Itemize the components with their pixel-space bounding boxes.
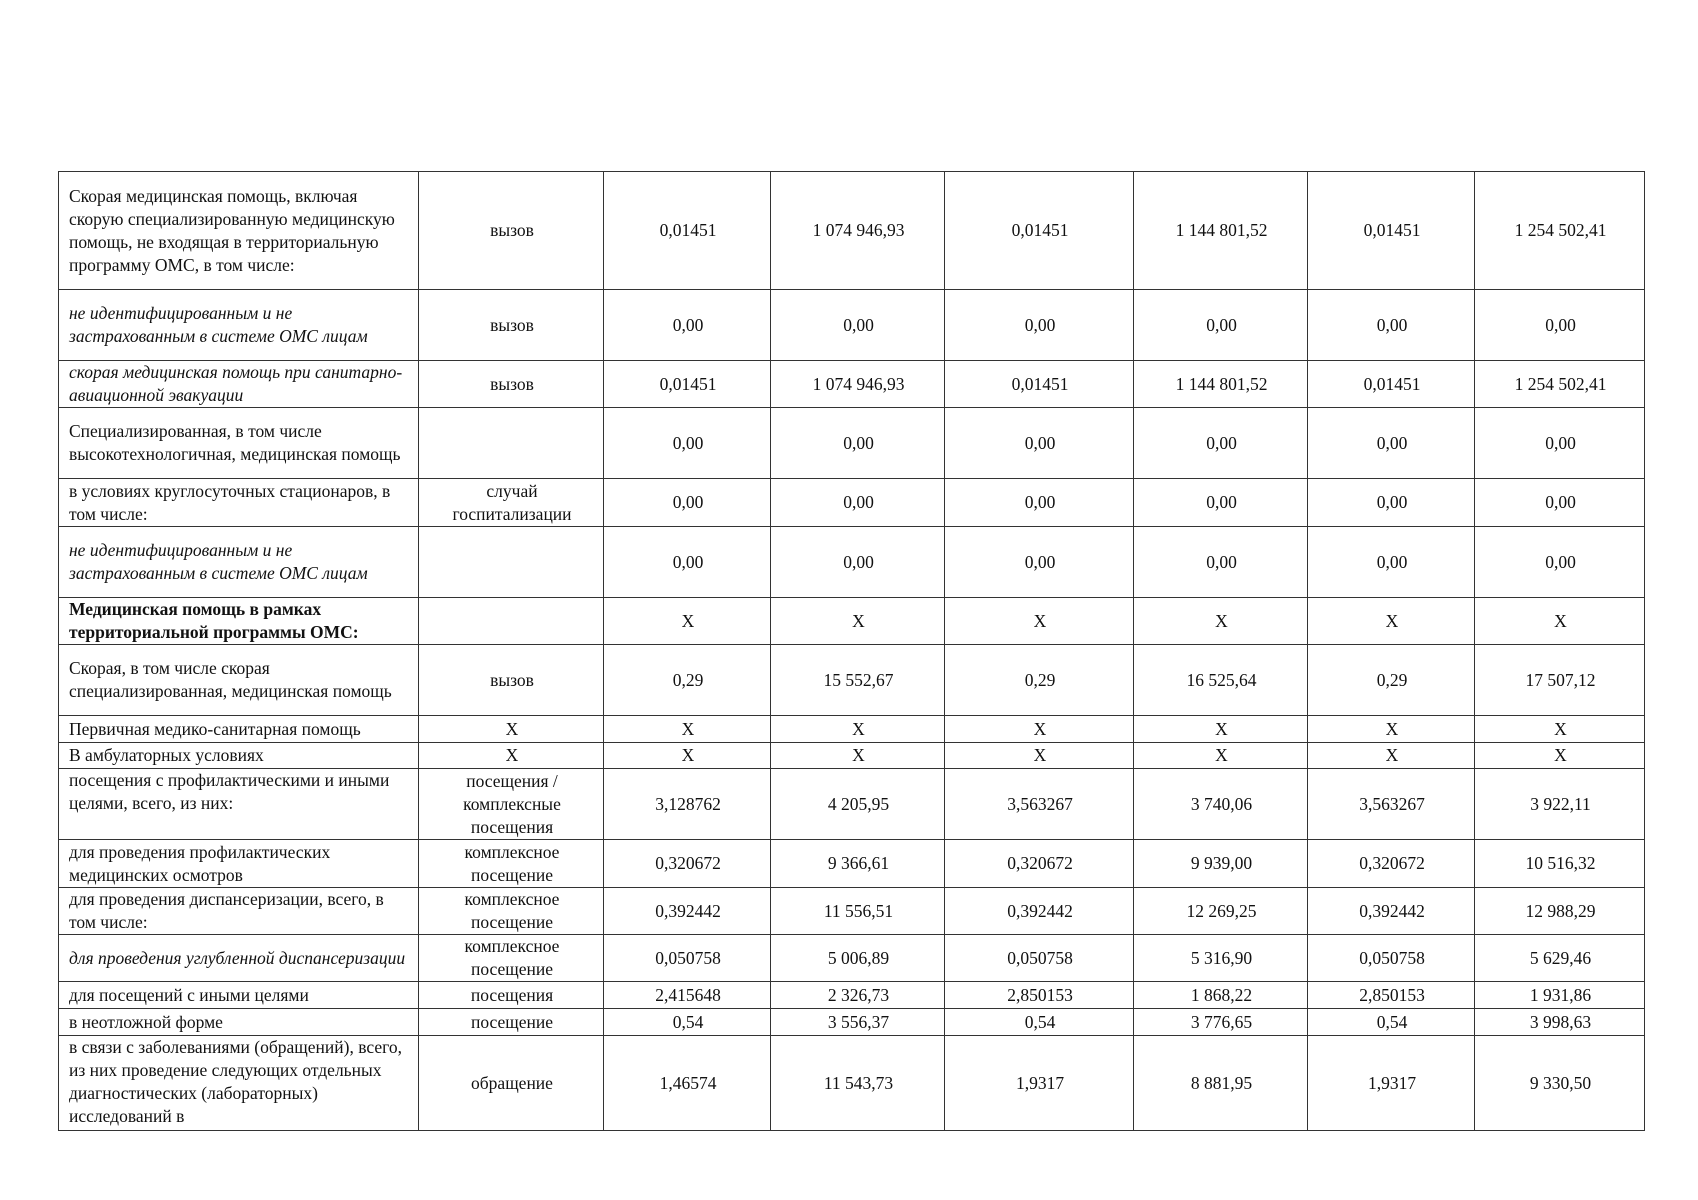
table-row xyxy=(59,361,1645,408)
table-row xyxy=(59,888,1645,935)
row-label: Скорая, в том числе скорая специализированная, медицинская помощь xyxy=(59,645,419,716)
value-cell: 12 988,29 xyxy=(1475,888,1645,935)
row-label: Первичная медико-санитарная помощь xyxy=(59,716,419,743)
table-row xyxy=(59,743,1645,769)
value-cell: 0,01451 xyxy=(604,172,771,290)
row-unit: посещения / комплексные посещения xyxy=(419,769,604,840)
value-cell: Х xyxy=(1134,716,1308,743)
row-unit: комплексное посещение xyxy=(419,840,604,888)
value-cell: 0,54 xyxy=(1308,1009,1475,1036)
value-cell: 0,00 xyxy=(1134,408,1308,479)
value-cell: 9 366,61 xyxy=(771,840,945,888)
row-label: для посещений с иными целями xyxy=(59,982,419,1009)
table-row xyxy=(59,1009,1645,1036)
value-cell: 0,00 xyxy=(1308,290,1475,361)
value-cell: Х xyxy=(1308,716,1475,743)
row-label: Специализированная, в том числе высокотехнологичная, медицинская помощь xyxy=(59,408,419,479)
value-cell: 3 556,37 xyxy=(771,1009,945,1036)
value-cell: 0,00 xyxy=(1308,479,1475,527)
row-label: для проведения диспансеризации, всего, в том числе: xyxy=(59,888,419,935)
value-cell: 0,00 xyxy=(604,479,771,527)
value-cell: 3 740,06 xyxy=(1134,769,1308,840)
row-unit: комплексное посещение xyxy=(419,935,604,982)
table-row xyxy=(59,290,1645,361)
value-cell: 0,01451 xyxy=(1308,361,1475,408)
value-cell: 0,00 xyxy=(1475,290,1645,361)
value-cell: 10 516,32 xyxy=(1475,840,1645,888)
value-cell: Х xyxy=(771,598,945,645)
value-cell: 0,00 xyxy=(604,290,771,361)
value-cell: 1 144 801,52 xyxy=(1134,172,1308,290)
row-label: для проведения углубленной диспансеризации xyxy=(59,935,419,982)
value-cell: 3 776,65 xyxy=(1134,1009,1308,1036)
table-row xyxy=(59,769,1645,840)
value-cell: 3,563267 xyxy=(1308,769,1475,840)
row-label: в неотложной форме xyxy=(59,1009,419,1036)
value-cell: 0,00 xyxy=(1475,479,1645,527)
row-label: В амбулаторных условиях xyxy=(59,743,419,769)
row-unit: обращение xyxy=(419,1036,604,1131)
value-cell: 0,01451 xyxy=(945,172,1134,290)
value-cell: Х xyxy=(771,743,945,769)
value-cell: 8 881,95 xyxy=(1134,1036,1308,1131)
row-unit: случай госпитализации xyxy=(419,479,604,527)
value-cell: 1,46574 xyxy=(604,1036,771,1131)
value-cell: 12 269,25 xyxy=(1134,888,1308,935)
value-cell: 0,050758 xyxy=(1308,935,1475,982)
value-cell: 0,320672 xyxy=(604,840,771,888)
value-cell: 11 543,73 xyxy=(771,1036,945,1131)
value-cell: 0,00 xyxy=(1134,290,1308,361)
value-cell: 0,392442 xyxy=(945,888,1134,935)
value-cell: 0,00 xyxy=(945,479,1134,527)
table-row xyxy=(59,645,1645,716)
value-cell: Х xyxy=(945,598,1134,645)
value-cell: 16 525,64 xyxy=(1134,645,1308,716)
value-cell: Х xyxy=(1308,743,1475,769)
row-unit xyxy=(419,527,604,598)
row-unit: Х xyxy=(419,716,604,743)
value-cell: 0,00 xyxy=(771,479,945,527)
value-cell: 5 629,46 xyxy=(1475,935,1645,982)
value-cell: 0,00 xyxy=(945,290,1134,361)
value-cell: 0,00 xyxy=(604,527,771,598)
row-label: в связи с заболеваниями (обращений), всего, из них проведение следующих отдельных диагностических (лабораторных) исследований в xyxy=(59,1036,419,1131)
value-cell: 3 998,63 xyxy=(1475,1009,1645,1036)
value-cell: 0,320672 xyxy=(1308,840,1475,888)
value-cell: 1 868,22 xyxy=(1134,982,1308,1009)
value-cell: 9 939,00 xyxy=(1134,840,1308,888)
value-cell: 0,01451 xyxy=(945,361,1134,408)
value-cell: 0,01451 xyxy=(1308,172,1475,290)
value-cell: Х xyxy=(1475,716,1645,743)
value-cell: 0,29 xyxy=(604,645,771,716)
value-cell: 0,29 xyxy=(945,645,1134,716)
value-cell: 1,9317 xyxy=(1308,1036,1475,1131)
row-label: Скорая медицинская помощь, включая скорую специализированную медицинскую помощь, не входящая в территориальную программу ОМС, в том числе: xyxy=(59,172,419,290)
value-cell: 9 330,50 xyxy=(1475,1036,1645,1131)
row-unit: Х xyxy=(419,743,604,769)
row-label: для проведения профилактических медицинских осмотров xyxy=(59,840,419,888)
value-cell: Х xyxy=(604,716,771,743)
row-unit: вызов xyxy=(419,172,604,290)
value-cell: Х xyxy=(771,716,945,743)
value-cell: 2,415648 xyxy=(604,982,771,1009)
row-label: посещения с профилактическими и иными целями, всего, из них: xyxy=(59,769,419,840)
value-cell: 17 507,12 xyxy=(1475,645,1645,716)
value-cell: 0,54 xyxy=(945,1009,1134,1036)
value-cell: 2,850153 xyxy=(1308,982,1475,1009)
value-cell: 0,00 xyxy=(1134,479,1308,527)
value-cell: 0,00 xyxy=(1475,527,1645,598)
table-row xyxy=(59,479,1645,527)
value-cell: 0,050758 xyxy=(604,935,771,982)
row-unit xyxy=(419,598,604,645)
row-label: не идентифицированным и не застрахованным в системе ОМС лицам xyxy=(59,290,419,361)
value-cell: Х xyxy=(604,743,771,769)
value-cell: Х xyxy=(1134,743,1308,769)
value-cell: Х xyxy=(1475,743,1645,769)
value-cell: 2,850153 xyxy=(945,982,1134,1009)
value-cell: 0,00 xyxy=(1475,408,1645,479)
value-cell: 2 326,73 xyxy=(771,982,945,1009)
row-unit xyxy=(419,408,604,479)
value-cell: 0,00 xyxy=(771,527,945,598)
value-cell: 0,00 xyxy=(1308,527,1475,598)
value-cell: 1 254 502,41 xyxy=(1475,361,1645,408)
value-cell: 0,00 xyxy=(945,527,1134,598)
value-cell: 0,00 xyxy=(1308,408,1475,479)
value-cell: 0,00 xyxy=(1134,527,1308,598)
value-cell: 3,128762 xyxy=(604,769,771,840)
value-cell: Х xyxy=(1475,598,1645,645)
table-row xyxy=(59,172,1645,290)
value-cell: 0,320672 xyxy=(945,840,1134,888)
value-cell: 15 552,67 xyxy=(771,645,945,716)
data-table xyxy=(58,171,1645,1131)
value-cell: 0,00 xyxy=(771,408,945,479)
table-row xyxy=(59,408,1645,479)
row-label: не идентифицированным и не застрахованным в системе ОМС лицам xyxy=(59,527,419,598)
row-unit: комплексное посещение xyxy=(419,888,604,935)
value-cell: 11 556,51 xyxy=(771,888,945,935)
value-cell: 0,29 xyxy=(1308,645,1475,716)
value-cell: Х xyxy=(1134,598,1308,645)
value-cell: 3,563267 xyxy=(945,769,1134,840)
value-cell: 5 006,89 xyxy=(771,935,945,982)
value-cell: 1 254 502,41 xyxy=(1475,172,1645,290)
value-cell: 0,01451 xyxy=(604,361,771,408)
row-label: Медицинская помощь в рамках территориальной программы ОМС: xyxy=(59,598,419,645)
value-cell: 0,392442 xyxy=(1308,888,1475,935)
value-cell: Х xyxy=(945,716,1134,743)
table-row xyxy=(59,716,1645,743)
row-label: скорая медицинская помощь при санитарно-авиационной эвакуации xyxy=(59,361,419,408)
value-cell: 0,00 xyxy=(771,290,945,361)
value-cell: 0,050758 xyxy=(945,935,1134,982)
table-row xyxy=(59,982,1645,1009)
value-cell: 1 144 801,52 xyxy=(1134,361,1308,408)
table-body xyxy=(59,172,1645,1131)
value-cell: 0,00 xyxy=(604,408,771,479)
table-row xyxy=(59,840,1645,888)
row-unit: вызов xyxy=(419,361,604,408)
table-row xyxy=(59,1036,1645,1131)
value-cell: 0,392442 xyxy=(604,888,771,935)
value-cell: Х xyxy=(945,743,1134,769)
value-cell: 1 074 946,93 xyxy=(771,172,945,290)
value-cell: 1 074 946,93 xyxy=(771,361,945,408)
row-unit: посещение xyxy=(419,1009,604,1036)
table-row xyxy=(59,935,1645,982)
value-cell: 3 922,11 xyxy=(1475,769,1645,840)
value-cell: 4 205,95 xyxy=(771,769,945,840)
row-unit: вызов xyxy=(419,290,604,361)
value-cell: 1 931,86 xyxy=(1475,982,1645,1009)
value-cell: Х xyxy=(1308,598,1475,645)
table-row xyxy=(59,527,1645,598)
row-unit: вызов xyxy=(419,645,604,716)
value-cell: 5 316,90 xyxy=(1134,935,1308,982)
value-cell: 0,00 xyxy=(945,408,1134,479)
row-label: в условиях круглосуточных стационаров, в том числе: xyxy=(59,479,419,527)
row-unit: посещения xyxy=(419,982,604,1009)
value-cell: Х xyxy=(604,598,771,645)
table-row xyxy=(59,598,1645,645)
value-cell: 1,9317 xyxy=(945,1036,1134,1131)
value-cell: 0,54 xyxy=(604,1009,771,1036)
